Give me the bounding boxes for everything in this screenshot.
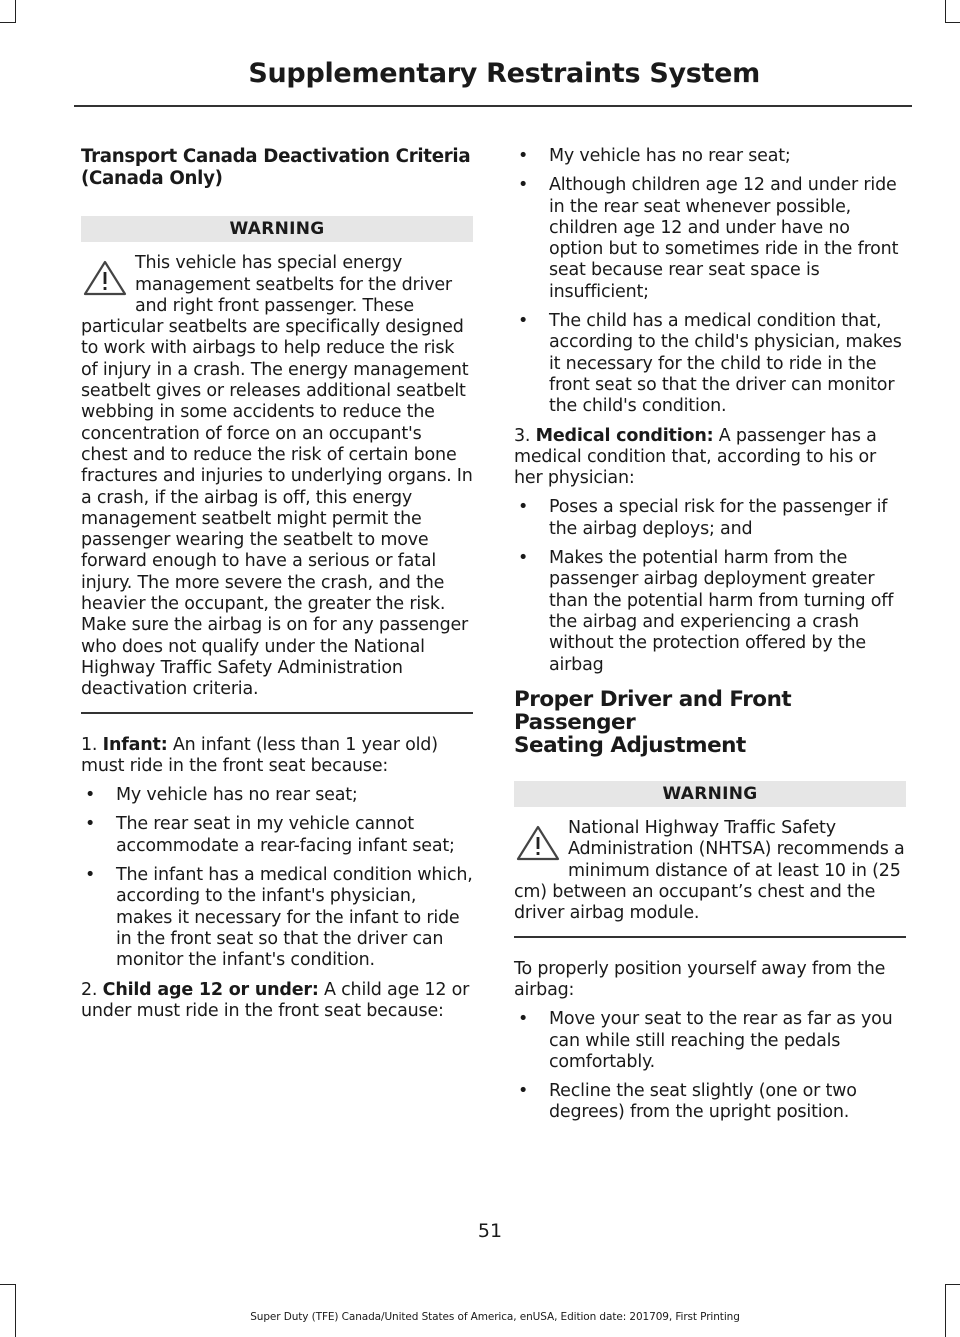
right-column: [514, 146, 906, 1132]
section-title-transport-canada: Transport Canada Deactivation Criteria (Canada Only): [81, 146, 471, 189]
criteria-item-1: 1. Infant: An infant (less than 1 year old) must ride in the front seat because:: [81, 734, 438, 776]
list-item: • My vehicle has no rear seat;: [514, 146, 906, 167]
criteria-item-3: 3. Medical condition: A passenger has a medical condition that, according to his or her physician:: [514, 425, 877, 489]
warning-divider: [81, 712, 473, 714]
crop-mark: [15, 0, 16, 22]
warning-text: This vehicle has special energy management seatbelts for the driver and right front passenger. These particular seatbelts are specifically designed to work with airbags to help reduce the risk of injury in a crash. The energy management seatbelt gives or releases additional seatbelt webbing in some accidents to reduce the concentration of force on an occupant's chest and to reduce the risk of certain bone fractures and injuries to underlying organs. In a crash, if the airbag is off, this energy management seatbelt might permit the passenger wearing the seatbelt to move forward enough to have a serious or fatal injury. The more severe the crash, and the heavier the occupant, the greater the risk. Make sure the airbag is on for any passenger who does not qualify under the National Highway Traffic Safety Administration deactivation criteria.: [81, 253, 473, 700]
criteria-item-3-list: [514, 497, 906, 675]
list-item: • Although children age 12 and under ride in the rear seat whenever possible, children age 12 and under have no option but to sometimes ride in the front seat because rear seat space is insufficient;: [514, 175, 906, 303]
warning-box: [514, 818, 906, 924]
crop-mark: [0, 22, 16, 23]
crop-mark: [945, 1284, 960, 1285]
list-item: • Move your seat to the rear as far as you can while still reaching the pedals comfortably.: [514, 1009, 906, 1073]
list-item: • Poses a special risk for the passenger if the airbag deploys; and: [514, 497, 906, 540]
list-item: • My vehicle has no rear seat;: [81, 785, 473, 806]
warning-divider: [514, 936, 906, 938]
crop-mark: [945, 22, 960, 23]
page-title: Supplementary Restraints System: [248, 58, 760, 89]
warning-text: National Highway Traffic Safety Administration (NHTSA) recommends a minimum distance of at least 10 in (25 cm) between an occupant’s chest and the driver airbag module.: [514, 818, 905, 924]
page-number: 51: [477, 1220, 503, 1242]
crop-mark: [945, 0, 946, 22]
left-column: [81, 146, 473, 1030]
criteria-item-2: 2. Child age 12 or under: A child age 12 or under must ride in the front seat because:: [81, 979, 470, 1021]
position-intro: To properly position yourself away from the airbag:: [514, 958, 886, 1000]
list-item: • The rear seat in my vehicle cannot accommodate a rear-facing infant seat;: [81, 814, 473, 857]
list-item: • The child has a medical condition that, according to the child's physician, makes it necessary for the child to ride in the front seat so that the driver can monitor the child's condition.: [514, 311, 906, 417]
warning-label: WARNING: [514, 781, 906, 807]
list-item: • Recline the seat slightly (one or two degrees) from the upright position.: [514, 1081, 906, 1124]
position-list: [514, 1009, 906, 1123]
footer-text: Super Duty (TFE) Canada/United States of America, enUSA, Edition date: 201709, First Printing: [250, 1311, 740, 1323]
criteria-item-2-list: [514, 146, 906, 418]
warning-triangle-icon: [81, 259, 129, 297]
section-title-seating-adjustment: Proper Driver and Front Passenger Seating Adjustment: [514, 686, 792, 758]
warning-box: [81, 253, 473, 700]
list-item: • The infant has a medical condition which, according to the infant's physician, makes it necessary for the infant to ride in the front seat so that the driver can monitor the infant's condition.: [81, 865, 473, 971]
criteria-item-1-list: [81, 785, 473, 971]
crop-mark: [0, 1284, 16, 1285]
warning-triangle-icon: [514, 824, 562, 862]
warning-label: WARNING: [81, 216, 473, 242]
header-divider: [74, 105, 912, 107]
list-item: • Makes the potential harm from the passenger airbag deployment greater than the potential harm from turning off the airbag and experiencing a crash without the protection offered by the airbag: [514, 548, 906, 676]
